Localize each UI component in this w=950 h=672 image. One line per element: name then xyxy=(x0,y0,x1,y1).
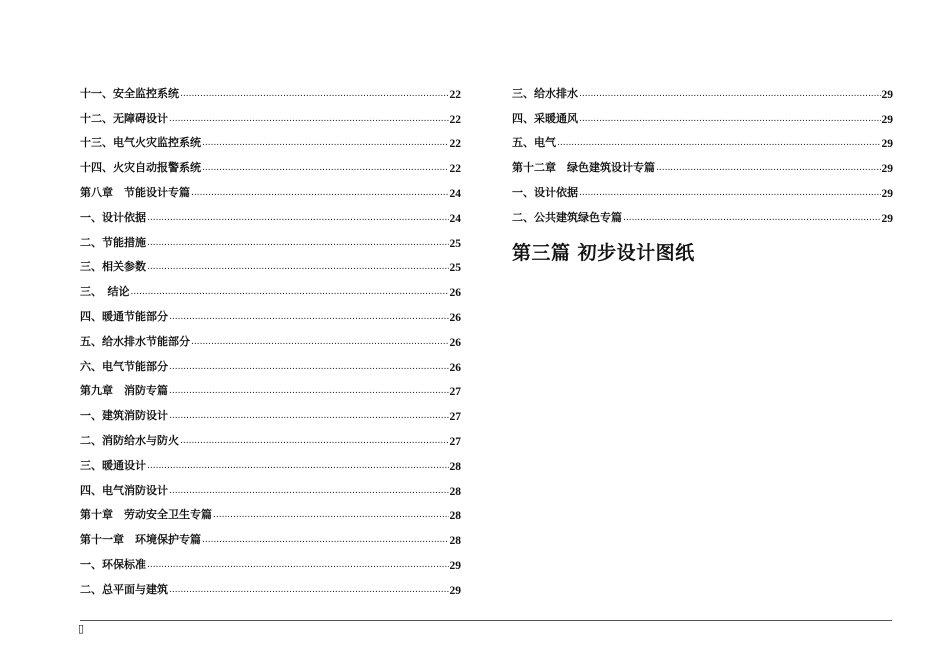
toc-dot-leader xyxy=(147,559,449,572)
toc-entry[interactable] xyxy=(80,473,461,498)
toc-entry-page-number: 29 xyxy=(449,584,461,597)
toc-dot-leader xyxy=(131,286,449,299)
toc-entry[interactable] xyxy=(80,374,461,399)
toc-dot-leader xyxy=(579,187,881,200)
toc-entry[interactable] xyxy=(80,150,461,175)
toc-dot-leader xyxy=(169,410,449,423)
toc-entry[interactable] xyxy=(80,274,461,299)
toc-dot-leader xyxy=(623,212,881,225)
toc-entry-page-number: 26 xyxy=(449,336,461,349)
toc-entry-title: 一、设计依据 xyxy=(80,210,146,224)
toc-entry-page-number: 27 xyxy=(449,386,461,399)
toc-entry[interactable] xyxy=(80,398,461,423)
part-heading: 第三篇 初步设计图纸 xyxy=(512,242,695,264)
toc-entry-title: 一、建筑消防设计 xyxy=(80,409,168,423)
toc-entry-page-number: 27 xyxy=(449,411,461,424)
toc-entry-page-number: 26 xyxy=(449,311,461,324)
toc-entry-title: 第九章 消防专篇 xyxy=(80,384,168,398)
toc-dot-leader xyxy=(180,435,449,448)
toc-entry-title: 十二、无障碍设计 xyxy=(80,111,168,125)
toc-entry-page-number: 28 xyxy=(449,510,461,523)
toc-entry[interactable] xyxy=(80,175,461,200)
toc-entry-page-number: 29 xyxy=(881,212,893,225)
footer-mark: ▯ xyxy=(78,622,85,635)
toc-entry-title: 十三、电气火灾监控系统 xyxy=(80,136,201,150)
toc-entry-title: 第十章 劳动安全卫生专篇 xyxy=(80,508,212,522)
toc-entry-page-number: 28 xyxy=(449,460,461,473)
toc-dot-leader xyxy=(169,385,449,398)
toc-entry-title: 四、电气消防设计 xyxy=(80,483,168,497)
toc-dot-leader xyxy=(147,261,449,274)
toc-entry-page-number: 29 xyxy=(881,88,893,101)
toc-entry[interactable] xyxy=(80,423,461,448)
toc-entry-page-number: 29 xyxy=(881,138,893,151)
toc-entry-title: 三、相关参数 xyxy=(80,260,146,274)
toc-dot-leader xyxy=(147,460,449,473)
toc-dot-leader xyxy=(213,509,449,522)
toc-dot-leader xyxy=(191,187,449,200)
toc-entry-title: 三、给水排水 xyxy=(512,86,578,100)
toc-entry-title: 五、电气 xyxy=(512,136,556,150)
toc-entry[interactable] xyxy=(80,572,461,597)
toc-entry-page-number: 29 xyxy=(881,113,893,126)
toc-entry-page-number: 25 xyxy=(449,237,461,250)
toc-entry[interactable] xyxy=(80,522,461,547)
toc-entry-page-number: 26 xyxy=(449,361,461,374)
toc-entry-title: 四、采暖通风 xyxy=(512,111,578,125)
toc-entry-page-number: 28 xyxy=(449,485,461,498)
toc-entry[interactable] xyxy=(512,76,893,101)
toc-entry[interactable] xyxy=(80,225,461,250)
toc-dot-leader xyxy=(169,361,449,374)
toc-entry[interactable] xyxy=(80,126,461,151)
toc-dot-leader xyxy=(202,137,449,150)
toc-entry-title: 二、消防给水与防火 xyxy=(80,433,179,447)
toc-entry-page-number: 22 xyxy=(449,163,461,176)
toc-entry-title: 三、 结论 xyxy=(80,285,130,299)
toc-entry-title: 一、环保标准 xyxy=(80,557,146,571)
toc-entry[interactable] xyxy=(512,175,893,200)
toc-dot-leader xyxy=(557,137,881,150)
toc-dot-leader xyxy=(191,336,449,349)
toc-dot-leader xyxy=(169,485,449,498)
toc-entry-page-number: 29 xyxy=(881,187,893,200)
toc-right-column xyxy=(512,76,893,225)
toc-entry[interactable] xyxy=(512,150,893,175)
toc-dot-leader xyxy=(202,162,449,175)
toc-entry-title: 二、公共建筑绿色专篇 xyxy=(512,210,622,224)
toc-entry-title: 十一、安全监控系统 xyxy=(80,86,179,100)
toc-entry[interactable] xyxy=(80,349,461,374)
toc-entry-page-number: 29 xyxy=(881,163,893,176)
toc-entry-page-number: 28 xyxy=(449,535,461,548)
toc-entry-title: 二、节能措施 xyxy=(80,235,146,249)
toc-entry-title: 一、设计依据 xyxy=(512,185,578,199)
toc-dot-leader xyxy=(202,534,449,547)
footer-divider xyxy=(80,620,892,621)
toc-entry-title: 十四、火灾自动报警系统 xyxy=(80,161,201,175)
toc-entry-title: 第八章 节能设计专篇 xyxy=(80,185,190,199)
toc-entry-page-number: 25 xyxy=(449,262,461,275)
toc-entry[interactable] xyxy=(80,101,461,126)
toc-dot-leader xyxy=(656,162,881,175)
toc-dot-leader xyxy=(169,584,449,597)
toc-entry[interactable] xyxy=(80,498,461,523)
toc-dot-leader xyxy=(169,311,449,324)
toc-entry[interactable] xyxy=(512,101,893,126)
toc-dot-leader xyxy=(147,237,449,250)
toc-entry-title: 第十一章 环境保护专篇 xyxy=(80,533,201,547)
toc-entry-page-number: 24 xyxy=(449,212,461,225)
toc-left-column xyxy=(80,76,461,597)
toc-entry[interactable] xyxy=(80,324,461,349)
toc-entry-page-number: 26 xyxy=(449,287,461,300)
toc-entry-page-number: 22 xyxy=(449,88,461,101)
toc-entry-title: 二、总平面与建筑 xyxy=(80,582,168,596)
toc-entry-title: 三、暖通设计 xyxy=(80,458,146,472)
toc-entry[interactable] xyxy=(80,547,461,572)
toc-entry-page-number: 27 xyxy=(449,435,461,448)
toc-entry[interactable] xyxy=(80,250,461,275)
toc-dot-leader xyxy=(147,212,449,225)
toc-dot-leader xyxy=(579,113,881,126)
toc-entry[interactable] xyxy=(512,126,893,151)
toc-entry[interactable] xyxy=(80,299,461,324)
toc-entry-title: 五、给水排水节能部分 xyxy=(80,334,190,348)
toc-entry[interactable] xyxy=(80,76,461,101)
toc-entry[interactable] xyxy=(512,200,893,225)
toc-entry-title: 六、电气节能部分 xyxy=(80,359,168,373)
toc-entry-page-number: 29 xyxy=(449,559,461,572)
toc-entry-page-number: 24 xyxy=(449,187,461,200)
toc-entry[interactable] xyxy=(80,448,461,473)
toc-entry[interactable] xyxy=(80,200,461,225)
toc-dot-leader xyxy=(180,88,449,101)
toc-entry-title: 第十二章 绿色建筑设计专篇 xyxy=(512,161,655,175)
toc-entry-page-number: 22 xyxy=(449,113,461,126)
toc-entry-title: 四、暖通节能部分 xyxy=(80,309,168,323)
toc-entry-page-number: 22 xyxy=(449,138,461,151)
toc-dot-leader xyxy=(579,88,881,101)
toc-dot-leader xyxy=(169,113,449,126)
